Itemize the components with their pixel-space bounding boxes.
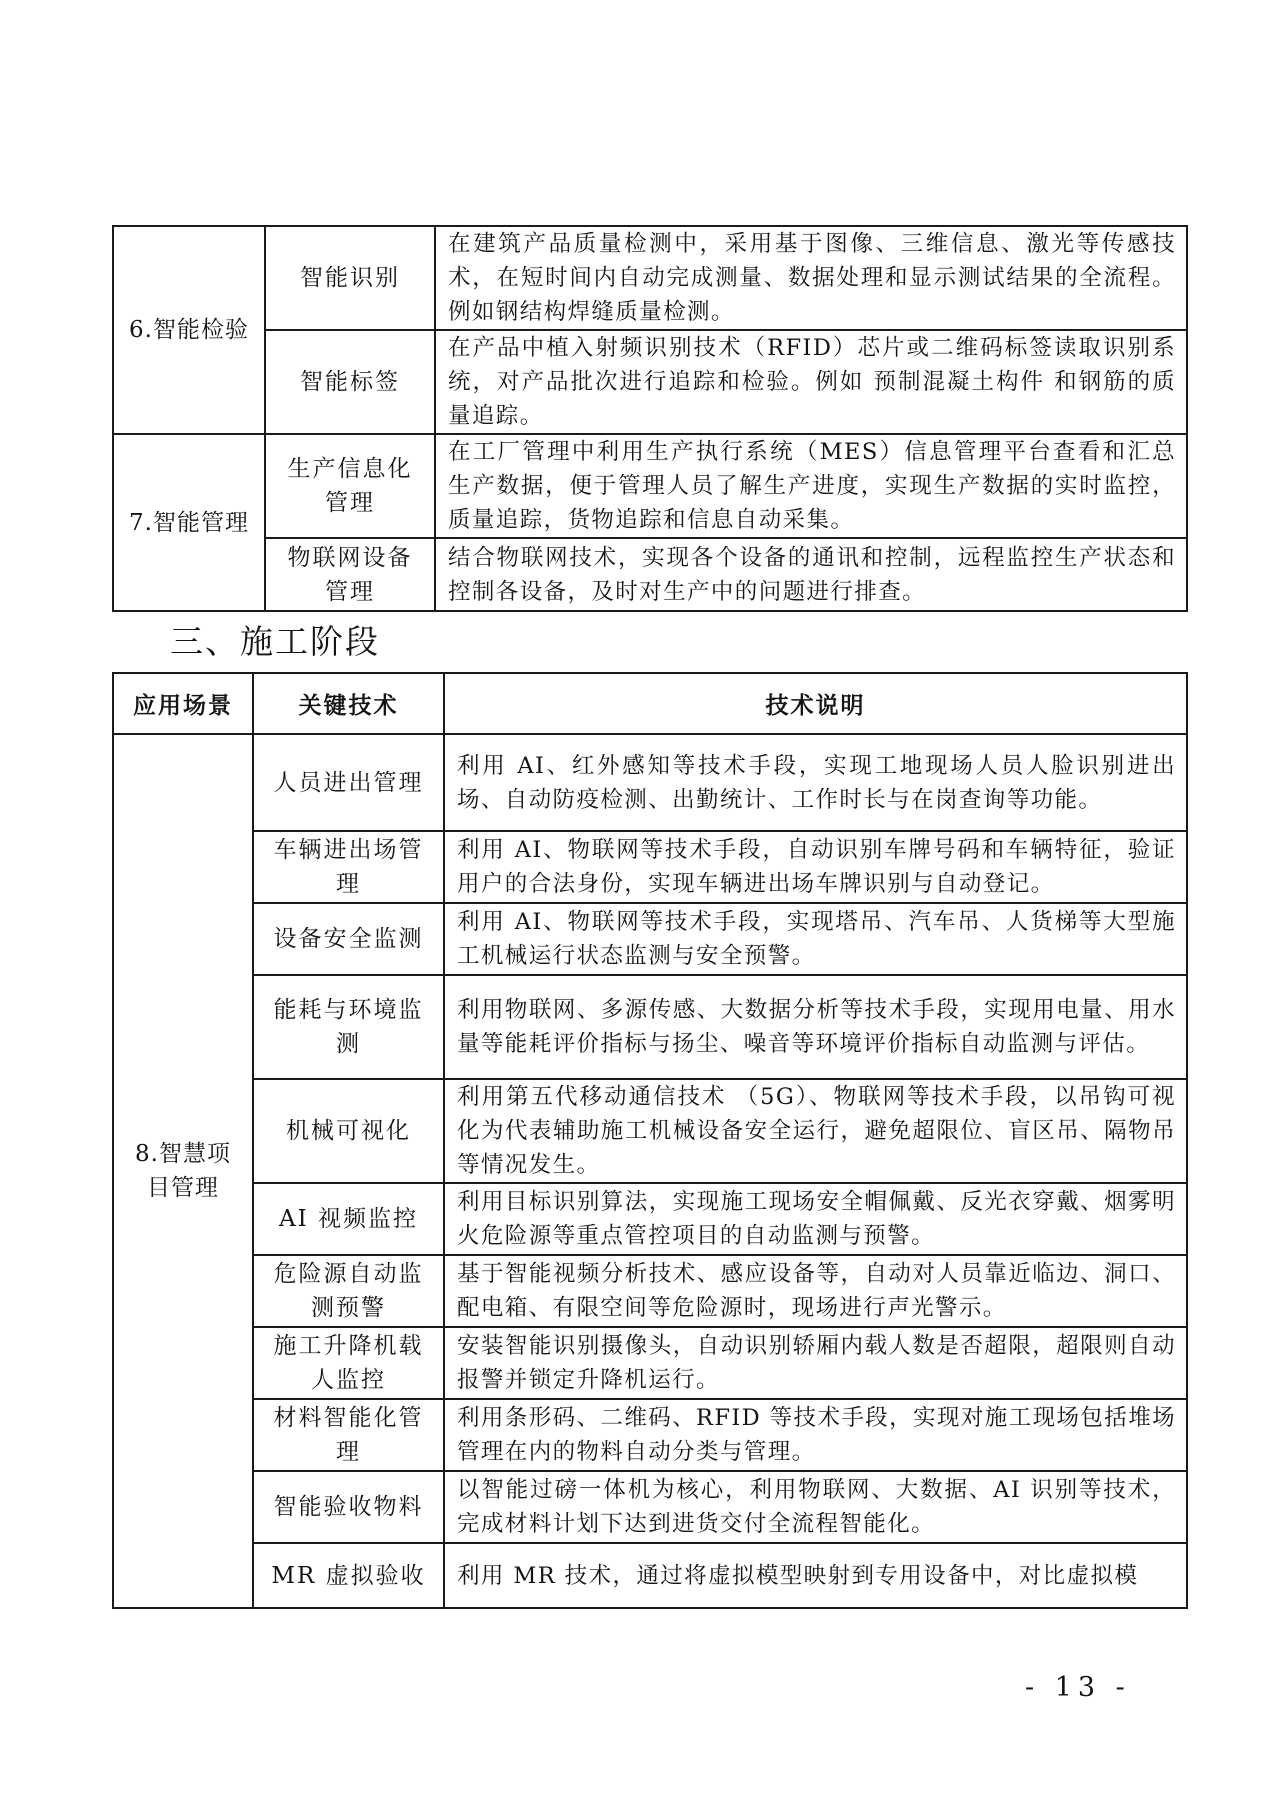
tech-cell: 车辆进出场管理 bbox=[253, 831, 444, 903]
table-row bbox=[113, 1543, 1187, 1608]
construction-stage-table bbox=[112, 672, 1188, 1609]
tech-cell: 智能验收物料 bbox=[253, 1471, 444, 1543]
desc-cell: 利用物联网、多源传感、大数据分析等技术手段，实现用电量、用水量等能耗评价指标与扬尘、噪音等环境评价指标自动监测与评估。 bbox=[444, 975, 1187, 1079]
table-row bbox=[113, 1399, 1187, 1471]
tech-cell: 智能标签 bbox=[265, 330, 435, 434]
desc-cell: 利用 AI、物联网等技术手段，实现塔吊、汽车吊、人货梯等大型施工机械运行状态监测与安全预警。 bbox=[444, 903, 1187, 975]
desc-cell: 在工厂管理中利用生产执行系统（MES）信息管理平台查看和汇总生产数据，便于管理人员了解生产进度，实现生产数据的实时监控，质量追踪，货物追踪和信息自动采集。 bbox=[435, 434, 1187, 538]
equipment-stage-table bbox=[112, 225, 1188, 612]
desc-cell: 结合物联网技术，实现各个设备的通讯和控制，远程监控生产状态和控制各设备，及时对生产中的问题进行排查。 bbox=[435, 538, 1187, 611]
desc-cell: 在建筑产品质量检测中，采用基于图像、三维信息、激光等传感技术，在短时间内自动完成测量、数据处理和显示测试结果的全流程。例如钢结构焊缝质量检测。 bbox=[435, 226, 1187, 330]
desc-cell: 利用 AI、红外感知等技术手段，实现工地现场人员人脸识别进出场、自动防疫检测、出勤统计、工作时长与在岗查询等功能。 bbox=[444, 734, 1187, 831]
table-row bbox=[113, 975, 1187, 1079]
tech-cell: 物联网设备管理 bbox=[265, 538, 435, 611]
table-row bbox=[113, 734, 1187, 831]
table-row bbox=[113, 1079, 1187, 1183]
tech-cell: 生产信息化管理 bbox=[265, 434, 435, 538]
desc-cell: 安装智能识别摄像头，自动识别轿厢内载人数是否超限，超限则自动报警并锁定升降机运行。 bbox=[444, 1327, 1187, 1399]
tech-cell: 机械可视化 bbox=[253, 1079, 444, 1183]
table-row bbox=[113, 903, 1187, 975]
desc-cell: 基于智能视频分析技术、感应设备等，自动对人员靠近临边、洞口、配电箱、有限空间等危险源时，现场进行声光警示。 bbox=[444, 1255, 1187, 1327]
table-row bbox=[113, 1471, 1187, 1543]
table-row bbox=[113, 226, 1187, 330]
header-tech: 关键技术 bbox=[253, 673, 444, 734]
tech-cell: 危险源自动监测预警 bbox=[253, 1255, 444, 1327]
table-header-row bbox=[113, 673, 1187, 734]
scene-cell: 7.智能管理 bbox=[113, 434, 265, 611]
desc-cell: 利用条形码、二维码、RFID 等技术手段，实现对施工现场包括堆场管理在内的物料自动分类与管理。 bbox=[444, 1399, 1187, 1471]
desc-cell: 利用 AI、物联网等技术手段，自动识别车牌号码和车辆特征，验证用户的合法身份，实现车辆进出场车牌识别与自动登记。 bbox=[444, 831, 1187, 903]
table-row bbox=[113, 1255, 1187, 1327]
tech-cell: 设备安全监测 bbox=[253, 903, 444, 975]
table-row bbox=[113, 831, 1187, 903]
table-row bbox=[113, 434, 1187, 538]
desc-cell: 利用目标识别算法，实现施工现场安全帽佩戴、反光衣穿戴、烟雾明火危险源等重点管控项目的自动监测与预警。 bbox=[444, 1183, 1187, 1255]
table-row bbox=[113, 1327, 1187, 1399]
tech-cell: 材料智能化管理 bbox=[253, 1399, 444, 1471]
header-desc: 技术说明 bbox=[444, 673, 1187, 734]
desc-cell: 在产品中植入射频识别技术（RFID）芯片或二维码标签读取识别系统，对产品批次进行追踪和检验。例如 预制混凝土构件 和钢筋的质量追踪。 bbox=[435, 330, 1187, 434]
scene-cell: 6.智能检验 bbox=[113, 226, 265, 434]
page-number: - 13 - bbox=[1025, 1672, 1131, 1703]
tech-cell: 智能识别 bbox=[265, 226, 435, 330]
table-row bbox=[113, 538, 1187, 611]
desc-cell: 利用 MR 技术，通过将虚拟模型映射到专用设备中，对比虚拟模 bbox=[444, 1543, 1187, 1608]
desc-cell: 以智能过磅一体机为核心，利用物联网、大数据、AI 识别等技术，完成材料计划下达到进货交付全流程智能化。 bbox=[444, 1471, 1187, 1543]
scene-cell: 8.智慧项目管理 bbox=[113, 734, 253, 1608]
desc-cell: 利用第五代移动通信技术 （5G）、物联网等技术手段，以吊钩可视化为代表辅助施工机械设备安全运行，避免超限位、盲区吊、隔物吊等情况发生。 bbox=[444, 1079, 1187, 1183]
tech-cell: 人员进出管理 bbox=[253, 734, 444, 831]
tech-cell: 能耗与环境监测 bbox=[253, 975, 444, 1079]
tech-cell: MR 虚拟验收 bbox=[253, 1543, 444, 1608]
table-row bbox=[113, 330, 1187, 434]
header-scene: 应用场景 bbox=[113, 673, 253, 734]
table-row bbox=[113, 1183, 1187, 1255]
tech-cell: 施工升降机载人监控 bbox=[253, 1327, 444, 1399]
section-heading: 三、施工阶段 bbox=[170, 622, 380, 661]
tech-cell: AI 视频监控 bbox=[253, 1183, 444, 1255]
